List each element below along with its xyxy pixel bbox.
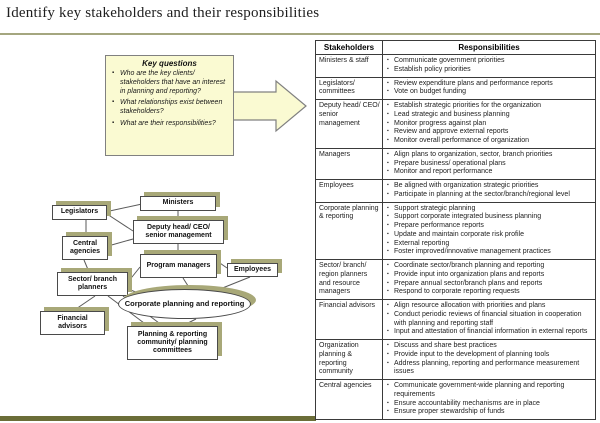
responsibility-item: ▪ Support strategic planning [385, 205, 593, 214]
responsibility-item: ▪ Discuss and share best practices [385, 342, 593, 351]
responsibility-item: ▪ Lead strategic and business planning [385, 111, 593, 120]
key-question-item: ▪ What relationships exist between stakeholders? [110, 99, 229, 117]
diagram-node-planning-reporting-community: Planning & reporting community/ planning committees [127, 326, 218, 360]
stakeholders-header: Stakeholders [316, 41, 383, 55]
responsibility-item: ▪ Provide input to the development of planning tools [385, 351, 593, 360]
key-question-item: ▪ Who are the key clients/ stakeholders that have an interest in planning and reporting? [110, 70, 229, 96]
responsibility-item: ▪ Ensure proper stewardship of funds [385, 408, 593, 417]
key-questions-title: Key questions [142, 59, 197, 68]
flow-arrow-group [233, 81, 306, 131]
responsibility-item: ▪ Address planning, reporting and performance measurement issues [385, 360, 593, 378]
responsibility-item: ▪ Prepare business/ operational plans [385, 160, 593, 169]
stakeholder-name: Legislators/ committees [316, 77, 383, 100]
table-row [316, 300, 596, 340]
stakeholder-name: Deputy head/ CEO/ senior management [316, 100, 383, 149]
responsibility-item: ▪ Update and maintain corporate risk profile [385, 231, 593, 240]
responsibility-item: ▪ Foster improved/innovative management practices [385, 248, 593, 257]
responsibility-item: ▪ Monitor progress against plan [385, 120, 593, 129]
responsibility-item: ▪ Vote on budget funding [385, 88, 593, 97]
stakeholder-name: Central agencies [316, 380, 383, 420]
responsibility-item: ▪ Provide input into organization plans and reports [385, 271, 593, 280]
diagram-node-sector-branch-planners: Sector/ branch planners [57, 272, 128, 296]
responsibility-item: ▪ Align plans to organization, sector, branch priorities [385, 151, 593, 160]
table-row [316, 77, 596, 100]
stakeholder-table-body [316, 55, 596, 420]
stakeholder-name: Sector/ branch/ region planners and resource managers [316, 260, 383, 300]
table-row [316, 202, 596, 260]
table-row [316, 260, 596, 300]
responsibility-item: ▪ Monitor overall performance of organization [385, 137, 593, 146]
responsibility-item: ▪ External reporting [385, 240, 593, 249]
responsibility-item: ▪ Participate in planning at the sector/branch/regional level [385, 191, 593, 200]
diagram-node-employees: Employees [227, 263, 278, 277]
diagram-node-financial-advisors: Financial advisors [40, 311, 105, 335]
stakeholder-name: Employees [316, 180, 383, 203]
table-row [316, 180, 596, 203]
key-questions-list [110, 70, 229, 129]
flow-arrow [233, 81, 306, 131]
stakeholder-name: Organization planning & reporting community [316, 340, 383, 380]
responsibility-list [383, 380, 596, 420]
stakeholder-name: Corporate planning & reporting [316, 202, 383, 260]
diagram-node-ministers: Ministers [140, 196, 216, 211]
responsibility-item: ▪ Align resource allocation with priorities and plans [385, 302, 593, 311]
responsibility-list [383, 180, 596, 203]
responsibility-item: ▪ Review and approve external reports [385, 128, 593, 137]
responsibility-item: ▪ Communicate government priorities [385, 57, 593, 66]
responsibility-item: ▪ Establish policy priorities [385, 66, 593, 75]
table-header-row [316, 41, 596, 55]
diagram-node-program-managers: Program managers [140, 254, 217, 278]
table-row [316, 55, 596, 78]
page-title: Identify key stakeholders and their responsibilities [6, 5, 320, 21]
responsibility-item: ▪ Coordinate sector/branch planning and reporting [385, 262, 593, 271]
stakeholder-name: Ministers & staff [316, 55, 383, 78]
table-row [316, 380, 596, 420]
responsibility-item: ▪ Be aligned with organization strategic priorities [385, 182, 593, 191]
key-question-item: ▪ What are their responsibilities? [110, 120, 229, 129]
responsibility-list [383, 148, 596, 179]
key-questions-callout [105, 55, 234, 156]
responsibility-item: ▪ Ensure accountability mechanisms are in place [385, 400, 593, 409]
responsibility-item: ▪ Communicate government-wide planning and reporting requirements [385, 382, 593, 400]
table-row [316, 100, 596, 149]
diagram-node-central-agencies: Central agencies [62, 236, 108, 260]
diagram-node-legislators: Legislators [52, 205, 107, 220]
responsibility-item: ▪ Monitor and report performance [385, 168, 593, 177]
responsibility-list [383, 300, 596, 340]
responsibility-list [383, 260, 596, 300]
diagram-node-deputy-head: Deputy head/ CEO/ senior management [133, 220, 224, 244]
responsibility-item: ▪ Review expenditure plans and performance reports [385, 80, 593, 89]
responsibility-list [383, 100, 596, 149]
stakeholder-name: Financial advisors [316, 300, 383, 340]
table-row [316, 148, 596, 179]
table-row [316, 340, 596, 380]
responsibility-item: ▪ Establish strategic priorities for the organization [385, 102, 593, 111]
responsibility-list [383, 340, 596, 380]
responsibility-item: ▪ Prepare performance reports [385, 222, 593, 231]
responsibility-item: ▪ Respond to corporate reporting requests [385, 288, 593, 297]
responsibility-list [383, 77, 596, 100]
responsibility-list [383, 202, 596, 260]
stakeholder-table [315, 40, 596, 420]
stakeholder-name: Managers [316, 148, 383, 179]
responsibility-item: ▪ Support corporate integrated business planning [385, 213, 593, 222]
responsibility-item: ▪ Prepare annual sector/branch plans and reports [385, 280, 593, 289]
responsibilities-header: Responsibilities [383, 41, 596, 55]
responsibility-item: ▪ Input and attestation of financial information in external reports [385, 328, 593, 337]
responsibility-list [383, 55, 596, 78]
responsibility-item: ▪ Conduct periodic reviews of financial situation in cooperation with planning and reporting staff [385, 311, 593, 329]
diagram-node-corporate-planning: Corporate planning and reporting [118, 289, 251, 319]
